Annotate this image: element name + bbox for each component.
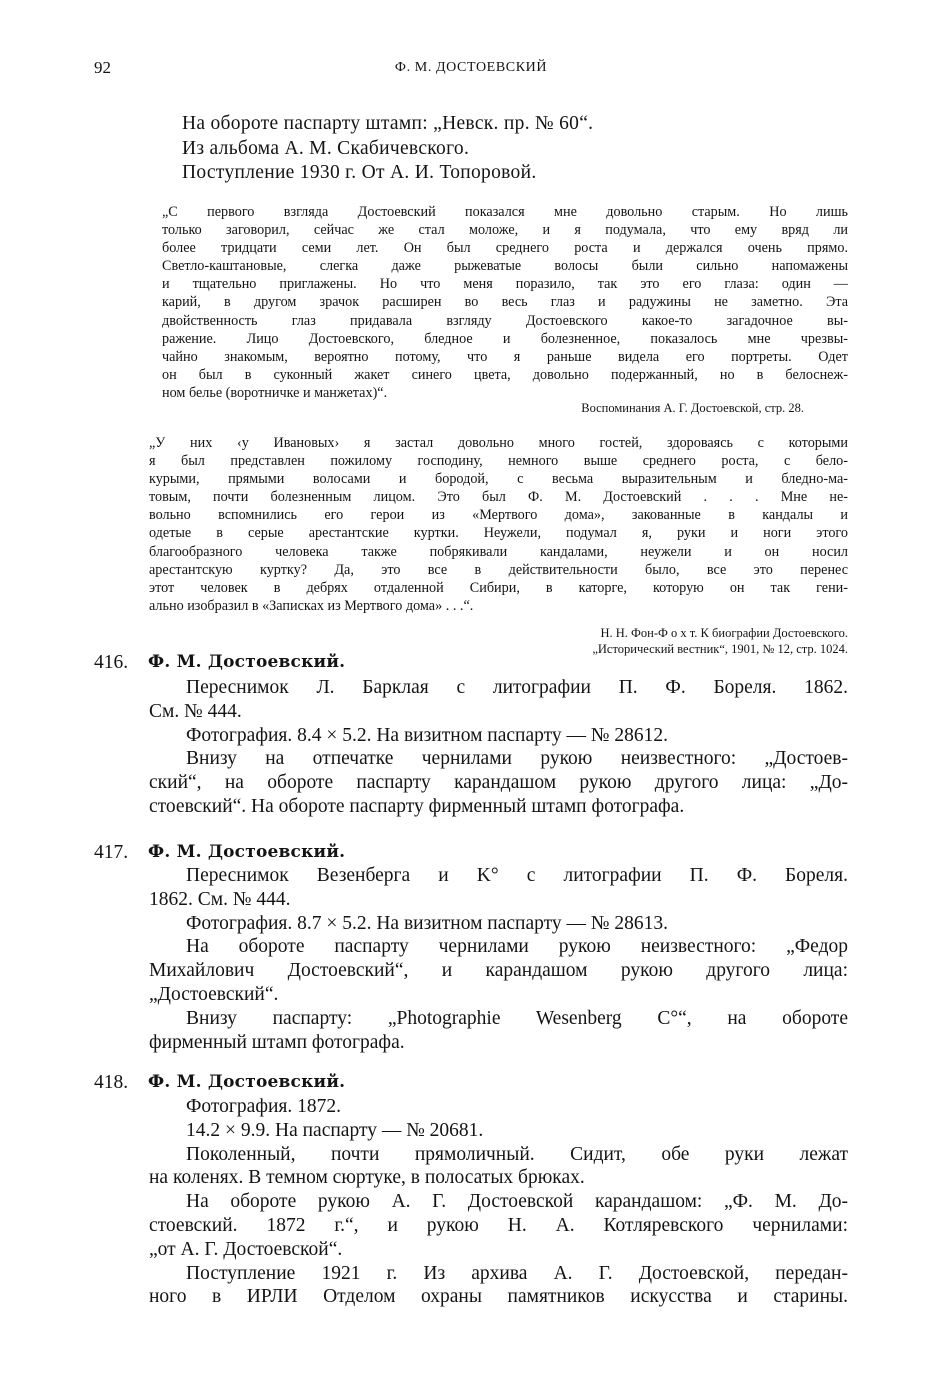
entry-line: Фотография. 1872.	[186, 1096, 341, 1117]
running-head: Ф. М. ДОСТОЕВСКИЙ	[394, 60, 548, 75]
quote-line: только заговорил, сейчас же стал моложе, и я подумала, что ему вряд ли	[162, 222, 848, 239]
entry-body	[149, 676, 848, 819]
quote-line: арестантскую куртку? Да, это все в действительности было, все это перенес	[149, 561, 848, 578]
entry-number: 417.	[94, 842, 129, 863]
quote-line: „С первого взгляда Достоевский показался мне довольно старым. Но лишь	[162, 204, 848, 220]
provenance-line: На обороте паспарту штамп: „Невск. пр. № 60“.	[182, 113, 594, 134]
quote-line: чайно знакомым, вероятно потому, что я раньше видела его портреты. Одет	[162, 348, 848, 365]
quote-line: товым, почти болезненным лицом. Это был Ф. М. Достоевский . . . Мне не-	[149, 489, 848, 506]
memoir-quote-dostoevskaya	[162, 203, 848, 402]
provenance-line: Поступление 1930 г. От А. И. Топоровой.	[182, 162, 537, 183]
quote-line: благообразного человека также побрякивали кандалами, неужели и он носил	[149, 543, 848, 560]
entry-line: Фотография. 8.4 × 5.2. На визитном паспарту — № 28612.	[186, 724, 668, 746]
entry-body	[149, 864, 848, 1054]
quote-line: он был в суконный жакет синего цвета, довольно подержанный, но в белоснеж-	[162, 366, 848, 383]
entry-line: На обороте паспарту чернилами рукою неизвестного: „Федор	[186, 936, 848, 958]
entry-number: 418.	[94, 1072, 129, 1093]
entry-line: „Достоевский“.	[149, 983, 279, 1005]
memoir-quote-fon-fokht	[149, 434, 848, 615]
entry-line: „от А. Г. Достоевской“.	[149, 1238, 343, 1260]
entry-line: Михайлович Достоевский“, и карандашом рукою другого лица:	[149, 960, 848, 982]
page-header	[0, 58, 942, 82]
quote-line: более тридцати семи лет. Он был среднего роста и держался очень прямо.	[162, 240, 848, 257]
quote-attribution: Воспоминания А. Г. Достоевской, стр. 28.	[581, 401, 804, 415]
quote-line: карий, в другом зрачок расширен во весь глаз и радужины не заметно. Эта	[162, 294, 848, 311]
entry-line: 14.2 × 9.9. На паспарту — № 20681.	[186, 1119, 484, 1141]
entry-line: Переснимок Л. Барклая с литографии П. Ф. Бореля. 1862.	[186, 677, 848, 698]
entry-line: ного в ИРЛИ Отделом охраны памятников искусства и старины.	[149, 1286, 848, 1308]
entry-line: Внизу паспарту: „Photographie Wesenberg C°“, на обороте	[186, 1007, 848, 1029]
attribution-line: „Исторический вестник“, 1901, № 12, стр. 1024.	[592, 641, 848, 656]
entry-line: на коленях. В темном сюртуке, в полосатых брюках.	[149, 1167, 585, 1189]
entry-line: См. № 444.	[149, 700, 242, 722]
quote-line: и тщательно приглажены. Но что меня поразило, так это его глаза: один —	[162, 276, 848, 293]
quote-line: ально изобразил в «Записках из Мертвого дома» . . .“.	[149, 597, 474, 614]
entry-line: Внизу на отпечатке чернилами рукою неизвестного: „Достоев-	[186, 748, 848, 770]
provenance-notes	[182, 112, 593, 186]
quote-line: двойственность глаз придавала взгляду Достоевского какое-то загадочное вы-	[162, 312, 848, 329]
page-number: 92	[94, 58, 111, 77]
quote-line: „У них ‹у Ивановых› я застал довольно много гостей, здороваясь с которыми	[149, 435, 848, 451]
catalog-entry-417	[94, 842, 848, 1053]
entry-body	[149, 1095, 848, 1309]
entry-line: Поколенный, почти прямоличный. Сидит, обе руки лежат	[186, 1143, 848, 1165]
quote-line: вольно вспомнились его герои из «Мертвого дома», закованные в кандалы и	[149, 507, 848, 524]
quote-line: курыми, прямыми волосами и бородой, с весьма выразительным и бледно-ма-	[149, 471, 848, 488]
entry-heading	[94, 1072, 848, 1096]
entry-line: стоевский. 1872 г.“, и рукою Н. А. Котляревского чернилами:	[149, 1214, 848, 1236]
quote-line: ражение. Лицо Достоевского, бледное и болезненное, показалось мне чрезвы-	[162, 330, 848, 347]
entry-line: фирменный штамп фотографа.	[149, 1031, 405, 1053]
provenance-line: Из альбома А. М. Скабичевского.	[182, 137, 470, 159]
entry-line: Переснимок Везенберга и K° с литографии П. Ф. Бореля.	[186, 865, 848, 886]
entry-line: На обороте рукою А. Г. Достоевской карандашом: „Ф. М. До-	[186, 1191, 848, 1213]
entry-title: Ф. М. Достоевский.	[148, 652, 346, 672]
entry-line: Поступление 1921 г. Из архива А. Г. Достоевской, передан-	[186, 1262, 848, 1284]
catalog-entry-418	[94, 1072, 848, 1308]
attribution-line: Н. Н. Фон-Ф о х т. К биографии Достоевского.	[600, 626, 848, 640]
entry-title: Ф. М. Достоевский.	[148, 1072, 346, 1092]
quote-line: я был представлен пожилому господину, немного выше среднего роста, с бело-	[149, 453, 848, 470]
entry-line: 1862. См. № 444.	[149, 888, 291, 910]
entry-number: 416.	[94, 652, 129, 673]
quote-line: одетые в серые арестантские куртки. Неужели, подумал я, руки и ноги этого	[149, 525, 848, 542]
entry-line: Фотография. 8.7 × 5.2. На визитном паспарту — № 28613.	[186, 912, 668, 934]
entry-heading	[94, 652, 848, 676]
entry-line: стоевский“. На обороте паспарту фирменный штамп фотографа.	[149, 795, 685, 817]
quote-line: этот человек в дебрях отдаленной Сибири, в каторге, которую он так гени-	[149, 579, 848, 596]
quote-line: Светло-каштановые, слегка даже рыжеватые волосы были сильно напомажены	[162, 258, 848, 275]
quote-line: ном белье (воротничке и манжетах)“.	[162, 384, 388, 401]
catalog-entry-416	[94, 652, 848, 817]
entry-title: Ф. М. Достоевский.	[148, 842, 346, 862]
entry-line: ский“, на обороте паспарту карандашом рукою другого лица: „До-	[149, 772, 848, 794]
entry-heading	[94, 842, 848, 866]
